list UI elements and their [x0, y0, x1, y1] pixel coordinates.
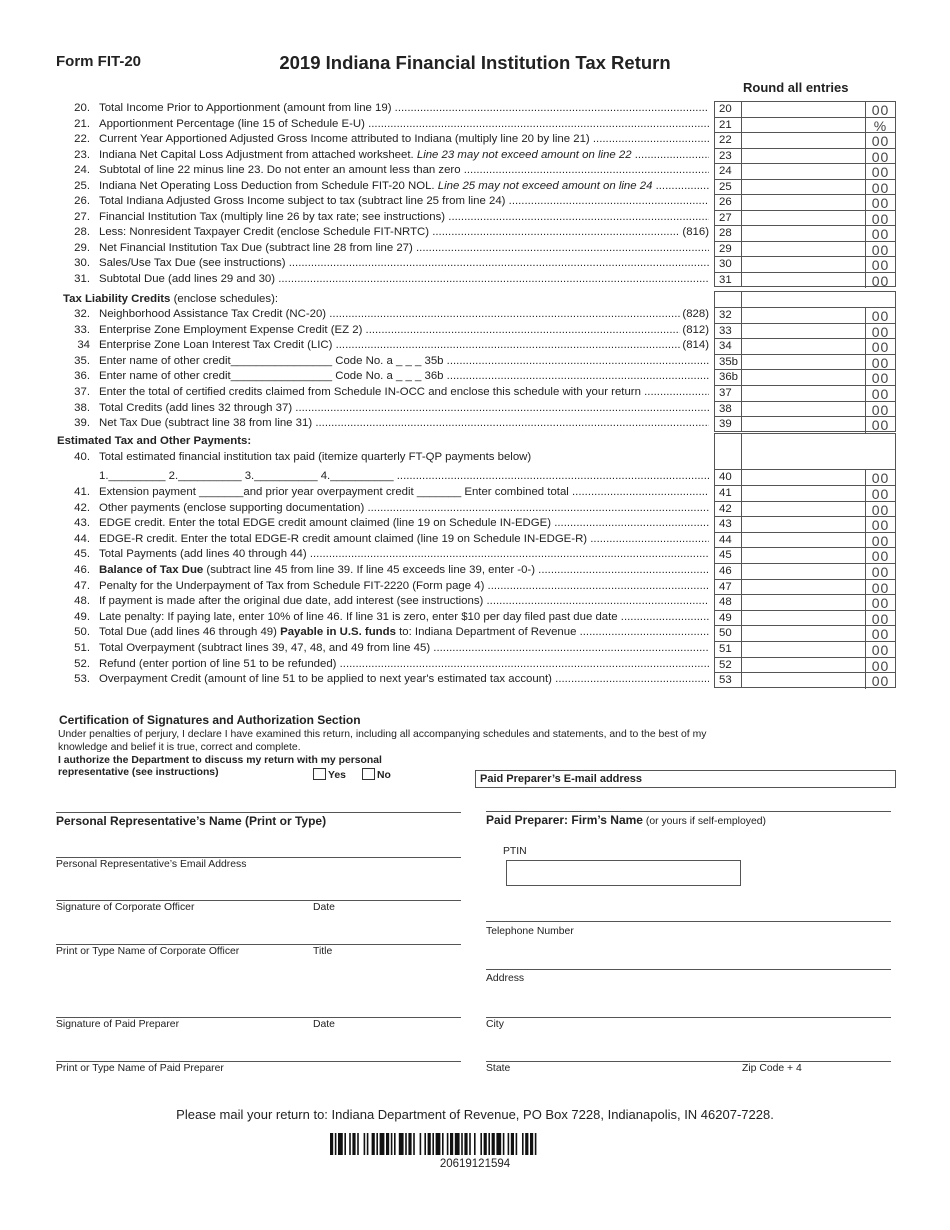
form-line-50: [56, 625, 896, 641]
cents-field[interactable]: 00: [865, 308, 895, 324]
line-box-label: 27: [714, 210, 742, 226]
ptin-label: PTIN: [503, 846, 527, 857]
authorize-no[interactable]: No: [362, 768, 391, 781]
state-label: State: [486, 1063, 511, 1074]
line-box-label: 43: [714, 516, 742, 532]
line-text: Indiana Net Operating Loss Deduction from Schedule FIT-20 NOL. Line 25 may not exceed amount on line 24 .....: [99, 179, 709, 195]
line-text: Subtotal of line 22 minus line 23. Do not enter an amount less than zero .....: [99, 163, 709, 179]
line-box-label: 51: [714, 641, 742, 657]
credit-code: (816): [680, 225, 709, 241]
line-text: 1._________ 2.__________ 3.__________ 4.__________ .....: [99, 469, 709, 485]
line-40-intro: 40. Total estimated financial institution tax paid (itemize quarterly FT-QP payments below): [74, 451, 532, 463]
line-box-label: 35b: [714, 354, 742, 370]
no-checkbox[interactable]: [362, 768, 375, 780]
line-box-label: 36b: [714, 369, 742, 385]
amount-field[interactable]: [742, 210, 896, 226]
line-text: If payment is made after the original due date, add interest (see instructions) .....: [99, 594, 709, 610]
line-text: Net Tax Due (subtract line 38 from line 31) .....: [99, 416, 709, 432]
line-box-label: 47: [714, 579, 742, 595]
line-box-label: 20: [714, 101, 742, 117]
form-line-29: [56, 241, 896, 257]
line-box-label: 42: [714, 501, 742, 517]
firm-name-label: Paid Preparer: Firm’s Name (or yours if self-employed): [486, 813, 766, 827]
line-number: 46.: [74, 564, 90, 576]
cents-field[interactable]: 00: [865, 149, 895, 165]
line-text: Total Income Prior to Apportionment (amount from line 19) .....: [99, 101, 709, 117]
amount-field[interactable]: [742, 625, 896, 641]
line-number: 38.: [74, 401, 90, 414]
amount-field[interactable]: [742, 241, 896, 257]
cents-field[interactable]: 00: [865, 673, 895, 689]
form-line-22: [56, 132, 896, 148]
amount-field[interactable]: [742, 132, 896, 148]
amount-field[interactable]: [742, 354, 896, 370]
cents-field[interactable]: 00: [865, 533, 895, 549]
line-number: 44.: [74, 532, 90, 545]
cents-field[interactable]: 00: [865, 370, 895, 386]
line-text: Extension payment _______and prior year overpayment credit _______ Enter combined total .....: [99, 485, 709, 501]
cents-field[interactable]: 00: [865, 595, 895, 611]
line-text: Refund (enter portion of line 51 to be refunded) .....: [99, 657, 709, 673]
amount-field[interactable]: [742, 307, 896, 323]
amount-field[interactable]: [742, 256, 896, 272]
cents-field[interactable]: 00: [865, 355, 895, 371]
form-line-48: [56, 594, 896, 610]
cents-field[interactable]: 00: [865, 257, 895, 273]
line-text: Enterprise Zone Loan Interest Tax Credit (LIC) .....: [99, 338, 709, 354]
preparer-email-field[interactable]: Paid Preparer’s E-mail address: [475, 770, 896, 788]
form-line-27: [56, 210, 896, 226]
line-box-label: 24: [714, 163, 742, 179]
amount-field[interactable]: [742, 469, 896, 485]
amount-field[interactable]: [742, 594, 896, 610]
line-box-label: 53: [714, 672, 742, 688]
line-text: Total Payments (add lines 40 through 44) .....: [99, 547, 709, 563]
amount-field[interactable]: [742, 672, 896, 688]
cents-field[interactable]: 00: [865, 242, 895, 258]
barcode-number: 20619121594: [439, 1158, 511, 1170]
line-text: Late penalty: If paying late, enter 10% of line 46. If line 31 is zero, enter $10 per day filed past due date .....: [99, 610, 709, 626]
cents-field[interactable]: 00: [865, 517, 895, 533]
name-preparer-label: Print or Type Name of Paid Preparer: [56, 1063, 224, 1074]
line-text: Penalty for the Underpayment of Tax from Schedule FIT-2220 (Form page 4) .....: [99, 579, 709, 595]
line-number: 35.: [74, 354, 90, 367]
amount-field[interactable]: [742, 272, 896, 288]
amount-field[interactable]: [742, 532, 896, 548]
form-line-38: [56, 401, 896, 417]
line-box-label: 48: [714, 594, 742, 610]
zip-label: Zip Code + 4: [742, 1063, 802, 1074]
line-box-label: 50: [714, 625, 742, 641]
line-box-label: 29: [714, 241, 742, 257]
line-text: EDGE-R credit. Enter the total EDGE-R credit amount claimed (line 19 on Schedule IN-EDGE-R) .....: [99, 532, 709, 548]
form-line-40: [56, 469, 896, 485]
form-line-30: [56, 256, 896, 272]
line-box-label: 37: [714, 385, 742, 401]
amount-field[interactable]: [742, 547, 896, 563]
amount-field[interactable]: [742, 323, 896, 339]
form-id: Form FIT-20: [56, 53, 142, 70]
amount-field[interactable]: [742, 563, 896, 579]
line-box-label: 39: [714, 416, 742, 432]
line-number: 20.: [74, 102, 90, 114]
form-line-31: [56, 272, 896, 288]
form-line-53: [56, 672, 896, 688]
authorization-text: I authorize the Department to discuss my return with my personal representative (see instructions): [58, 755, 382, 778]
line-box-label: 38: [714, 401, 742, 417]
cents-field[interactable]: 00: [865, 642, 895, 658]
cents-field[interactable]: 00: [865, 502, 895, 518]
amount-field[interactable]: [742, 179, 896, 195]
yes-checkbox[interactable]: [313, 768, 326, 780]
date2-label: Date: [313, 1019, 335, 1030]
line-text: Neighborhood Assistance Tax Credit (NC-20) .....: [99, 307, 709, 323]
line-text: Other payments (enclose supporting documentation) .....: [99, 501, 709, 517]
line-box-label: 52: [714, 657, 742, 673]
line-text: Enter name of other credit________________ Code No. a _ _ _ 36b .....: [99, 369, 709, 385]
form-line-43: [56, 516, 896, 532]
line-text: Total Credits (add lines 32 through 37) .....: [99, 401, 709, 417]
line-box-label: 33: [714, 323, 742, 339]
line-number: 49.: [74, 610, 90, 623]
amount-field[interactable]: [742, 401, 896, 417]
amount-field[interactable]: [742, 148, 896, 164]
cents-field[interactable]: 00: [865, 339, 895, 355]
line-number: 33.: [74, 323, 90, 336]
line-text: Enter the total of certified credits claimed from Schedule IN-OCC and enclose this schedule with your return .....: [99, 385, 709, 401]
credit-code: (812): [680, 323, 709, 339]
line-box-label: 25: [714, 179, 742, 195]
line-number: 52.: [74, 657, 90, 670]
line-number: 22.: [74, 133, 90, 145]
line-box-label: 46: [714, 563, 742, 579]
amount-field[interactable]: [742, 225, 896, 241]
cents-field[interactable]: 00: [865, 486, 895, 502]
line-text: Enterprise Zone Employment Expense Credit (EZ 2) .....: [99, 323, 709, 339]
cents-field[interactable]: 00: [865, 164, 895, 180]
line-number: 26.: [74, 195, 90, 207]
line-box-label: 23: [714, 148, 742, 164]
cents-field[interactable]: 00: [865, 470, 895, 486]
line-number: 32.: [74, 308, 90, 320]
amount-field[interactable]: [742, 485, 896, 501]
page-title: 2019 Indiana Financial Institution Tax Return: [279, 52, 671, 73]
line-box-label: 49: [714, 610, 742, 626]
line-text: Indiana Net Capital Loss Adjustment from attached worksheet. Line 23 may not exceed amount on line 22 .....: [99, 148, 709, 164]
line-number: 25.: [74, 179, 90, 192]
cents-field[interactable]: 00: [865, 211, 895, 227]
line-box-label: 41: [714, 485, 742, 501]
line-number: 27.: [74, 210, 90, 223]
amount-field[interactable]: [742, 194, 896, 210]
form-line-36b: [56, 369, 896, 385]
line-number: 34: [77, 339, 90, 352]
form-line-33: [56, 323, 896, 339]
cents-field[interactable]: 00: [865, 102, 895, 118]
form-line-35b: [56, 354, 896, 370]
cents-field[interactable]: 00: [865, 417, 895, 433]
ptin-field[interactable]: [506, 860, 741, 886]
line-text: Overpayment Credit (amount of line 51 to be applied to next year's estimated tax account) .....: [99, 672, 709, 688]
name-officer-label: Print or Type Name of Corporate Officer: [56, 946, 240, 957]
amount-field[interactable]: [742, 369, 896, 385]
amount-field[interactable]: [742, 579, 896, 595]
cents-field[interactable]: 00: [865, 564, 895, 580]
form-line-44: [56, 532, 896, 548]
line-number: 31.: [74, 272, 90, 285]
cents-field[interactable]: 00: [865, 226, 895, 242]
line-number: 47.: [74, 579, 90, 592]
line-box-label: 32: [714, 307, 742, 323]
cents-field[interactable]: 00: [865, 180, 895, 196]
line-text: Current Year Apportioned Adjusted Gross Income attributed to Indiana (multiply line 20 by line 21) .....: [99, 132, 709, 148]
address-label: Address: [486, 973, 525, 984]
form-line-49: [56, 610, 896, 626]
amount-field[interactable]: [742, 101, 896, 117]
rep-email-label: Personal Representative’s Email Address: [56, 859, 247, 870]
authorize-yes[interactable]: Yes: [313, 768, 346, 781]
line-number: 42.: [74, 501, 90, 514]
form-line-23: [56, 148, 896, 164]
form-line-41: [56, 485, 896, 501]
line-box-label: 31: [714, 272, 742, 288]
line-box-label: 22: [714, 132, 742, 148]
line-number: 23.: [74, 148, 90, 161]
form-line-39: [56, 416, 896, 432]
form-line-42: [56, 501, 896, 517]
line-box-label: 30: [714, 256, 742, 272]
city-label: City: [486, 1019, 504, 1030]
line-number: 29.: [74, 241, 90, 254]
form-line-52: [56, 657, 896, 673]
credit-code: (828): [680, 307, 709, 323]
form-line-34: [56, 338, 896, 354]
line-number: 50.: [74, 626, 90, 639]
cents-field[interactable]: 00: [865, 548, 895, 564]
line-box-label: 26: [714, 194, 742, 210]
amount-field[interactable]: [742, 117, 896, 133]
line-box-label: 28: [714, 225, 742, 241]
line-text: Subtotal Due (add lines 29 and 30) .....: [99, 272, 709, 288]
cents-field[interactable]: 00: [865, 611, 895, 627]
line-box-label: 45: [714, 547, 742, 563]
cents-field[interactable]: 00: [865, 402, 895, 418]
credit-code: (814): [680, 338, 709, 354]
line-number: 24.: [74, 164, 90, 176]
line-number: 39.: [74, 417, 90, 430]
line-number: 41.: [74, 486, 90, 498]
amount-field[interactable]: [742, 416, 896, 432]
line-number: 48.: [74, 595, 90, 608]
line-text: Net Financial Institution Tax Due (subtract line 28 from line 27) .....: [99, 241, 709, 257]
round-note: Round all entries: [743, 80, 849, 95]
line-number: 51.: [74, 642, 90, 654]
line-box-label: 34: [714, 338, 742, 354]
certification-heading: Certification of Signatures and Authorization Section: [59, 713, 361, 727]
mailing-instructions: Please mail your return to: Indiana Department of Revenue, PO Box 7228, Indianapolis, IN 46207-7228.: [176, 1107, 774, 1122]
form-line-28: [56, 225, 896, 241]
line-number: 45.: [74, 548, 90, 561]
line-number: 53.: [74, 673, 90, 686]
line-text: Apportionment Percentage (line 15 of Schedule E-U) .....: [99, 117, 709, 133]
cents-field[interactable]: 00: [865, 133, 895, 149]
line-box-label: 40: [714, 469, 742, 485]
line-number: 37.: [74, 386, 90, 398]
telephone-label: Telephone Number: [486, 926, 574, 937]
sig-officer-label: Signature of Corporate Officer: [56, 902, 195, 913]
line-text: Total Indiana Adjusted Gross Income subject to tax (subtract line 25 from line 24) .....: [99, 194, 709, 210]
amount-field[interactable]: [742, 338, 896, 354]
form-line-37: [56, 385, 896, 401]
line-number: 43.: [74, 517, 90, 530]
form-line-26: [56, 194, 896, 210]
cents-field[interactable]: %: [865, 118, 895, 134]
line-text: Enter name of other credit________________ Code No. a _ _ _ 35b .....: [99, 354, 709, 370]
line-number: 28.: [74, 226, 90, 238]
date1-label: Date: [313, 902, 335, 913]
form-line-46: [56, 563, 896, 579]
estimated-heading: Estimated Tax and Other Payments:: [57, 435, 252, 447]
line-text: Less: Nonresident Taxpayer Credit (enclose Schedule FIT-NRTC) .....: [99, 225, 709, 241]
line-box-label: 21: [714, 117, 742, 133]
form-line-20: [56, 101, 896, 117]
line-number: 21.: [74, 117, 90, 130]
form-line-21: [56, 117, 896, 133]
form-line-25: [56, 179, 896, 195]
line-box-label: 44: [714, 532, 742, 548]
sig-preparer-label: Signature of Paid Preparer: [56, 1019, 180, 1030]
amount-field[interactable]: [742, 163, 896, 179]
rep-name-label: Personal Representative’s Name (Print or Type): [56, 814, 327, 828]
cents-field[interactable]: 00: [865, 386, 895, 402]
amount-field[interactable]: [742, 657, 896, 673]
line-text: Total Overpayment (subtract lines 39, 47, 48, and 49 from line 45) .....: [99, 641, 709, 657]
cents-field[interactable]: 00: [865, 195, 895, 211]
certification-text: Under penalties of perjury, I declare I have examined this return, including all accompanying schedules and statements, and to the best of my knowledge and belief it is true, correct and complete.: [58, 729, 707, 753]
amount-field[interactable]: [742, 516, 896, 532]
form-line-47: [56, 579, 896, 595]
cents-field[interactable]: 00: [865, 273, 895, 289]
amount-field[interactable]: [742, 385, 896, 401]
cents-field[interactable]: 00: [865, 626, 895, 642]
line-number: 36.: [74, 370, 90, 383]
line-text: Balance of Tax Due (subtract line 45 from line 39. If line 45 exceeds line 39, enter -0-) .....: [99, 563, 709, 579]
line-text: Sales/Use Tax Due (see instructions) .....: [99, 256, 709, 272]
amount-field[interactable]: [742, 501, 896, 517]
cents-field[interactable]: 00: [865, 658, 895, 674]
line-number: 30.: [74, 257, 90, 269]
amount-field[interactable]: [742, 610, 896, 626]
cents-field[interactable]: 00: [865, 580, 895, 596]
credits-heading: Tax Liability Credits (enclose schedules):: [63, 293, 279, 305]
amount-field[interactable]: [742, 641, 896, 657]
title-label: Title: [313, 946, 333, 957]
cents-field[interactable]: 00: [865, 324, 895, 340]
line-text: EDGE credit. Enter the total EDGE credit amount claimed (line 19 on Schedule IN-EDGE) .....: [99, 516, 709, 532]
barcode-icon: [330, 1133, 620, 1155]
form-line-51: [56, 641, 896, 657]
form-line-45: [56, 547, 896, 563]
line-text: Total Due (add lines 46 through 49) Payable in U.S. funds to: Indiana Department of Revenue .....: [99, 625, 709, 641]
form-line-32: [56, 307, 896, 323]
form-line-24: [56, 163, 896, 179]
line-text: Financial Institution Tax (multiply line 26 by tax rate; see instructions) .....: [99, 210, 709, 226]
